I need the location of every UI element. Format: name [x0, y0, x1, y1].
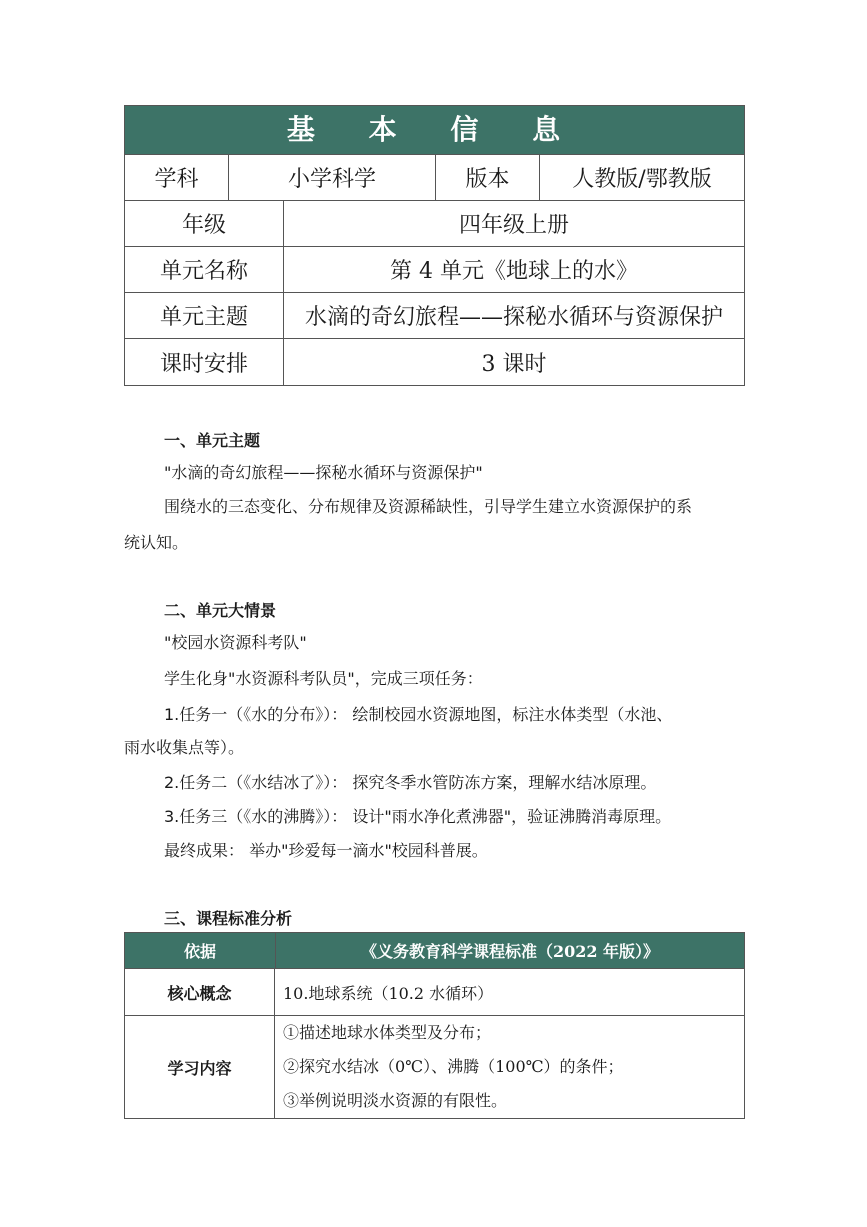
subject-value: 小学科学 — [229, 155, 436, 200]
unit-theme-value: 水滴的奇幻旅程——探秘水循环与资源保护 — [304, 305, 723, 330]
basic-info-title: 基 本 信 息 — [125, 106, 744, 155]
task1-line1: 1.任务一（《水的分布》）： 绘制校园水资源地图，标注水体类型（水池、 — [164, 705, 673, 724]
task2: 2.任务二（《水结冰了》）： 探究冬季水管防冻方案，理解水结冰原理。 — [164, 773, 657, 792]
learning-content-item: ③举例说明淡水资源的有限性。 — [283, 1091, 508, 1110]
schedule-label: 课时安排 — [125, 339, 284, 385]
edition-label: 版本 — [436, 155, 540, 200]
header-standard: 《义务教育科学课程标准（2022 年版）》 — [360, 942, 660, 961]
schedule-value: 3 课时 — [481, 351, 547, 377]
core-concept-value: 10.地球系统（10.2 水循环） — [283, 983, 494, 1003]
learning-content-label: 学习内容 — [125, 1016, 275, 1118]
info-row-subject — [125, 155, 744, 201]
unit-theme-label: 单元主题 — [125, 293, 284, 338]
unit-name-label: 单元名称 — [125, 247, 284, 292]
task3: 3.任务三（《水的沸腾》）： 设计"雨水净化煮沸器"，验证沸腾消毒原理。 — [164, 807, 672, 826]
basic-info-table — [124, 105, 745, 386]
unit-name-value: 第 4 单元《地球上的水》 — [390, 259, 638, 284]
edition-value: 人教版/鄂教版 — [572, 167, 712, 192]
header-basis: 依据 — [125, 933, 276, 968]
section2-intro: 学生化身"水资源科考队员"，完成三项任务： — [164, 669, 483, 688]
final-result: 最终成果： 举办"珍爱每一滴水"校园科普展。 — [164, 841, 488, 860]
section1-quote: "水滴的奇幻旅程——探秘水循环与资源保护" — [164, 463, 483, 482]
learning-content-list — [275, 1016, 744, 1118]
standard-table-header — [125, 933, 744, 969]
section3-heading: 三、课程标准分析 — [164, 909, 293, 928]
core-concept-row — [125, 969, 744, 1016]
info-row-unit-theme — [125, 293, 744, 339]
task1-line2: 雨水收集点等）。 — [124, 738, 245, 757]
section1-para-line2: 统认知。 — [124, 533, 189, 552]
grade-label: 年级 — [125, 201, 284, 246]
info-row-grade — [125, 201, 744, 247]
curriculum-standard-table — [124, 932, 745, 1119]
info-row-schedule — [125, 339, 744, 385]
subject-label: 学科 — [125, 155, 229, 200]
core-concept-label: 核心概念 — [125, 969, 275, 1015]
section1-heading: 一、单元主题 — [164, 431, 261, 450]
info-row-unit-name — [125, 247, 744, 293]
learning-content-item: ②探究水结冰（0℃）、沸腾（100℃）的条件； — [283, 1057, 624, 1076]
grade-value: 四年级上册 — [458, 213, 569, 238]
learning-content-item: ①描述地球水体类型及分布； — [283, 1023, 492, 1042]
section1-para-line1: 围绕水的三态变化、分布规律及资源稀缺性，引导学生建立水资源保护的系 — [164, 497, 693, 516]
section2-heading: 二、单元大情景 — [164, 601, 277, 620]
section2-quote: "校园水资源科考队" — [164, 633, 307, 652]
learning-content-row — [125, 1016, 744, 1118]
